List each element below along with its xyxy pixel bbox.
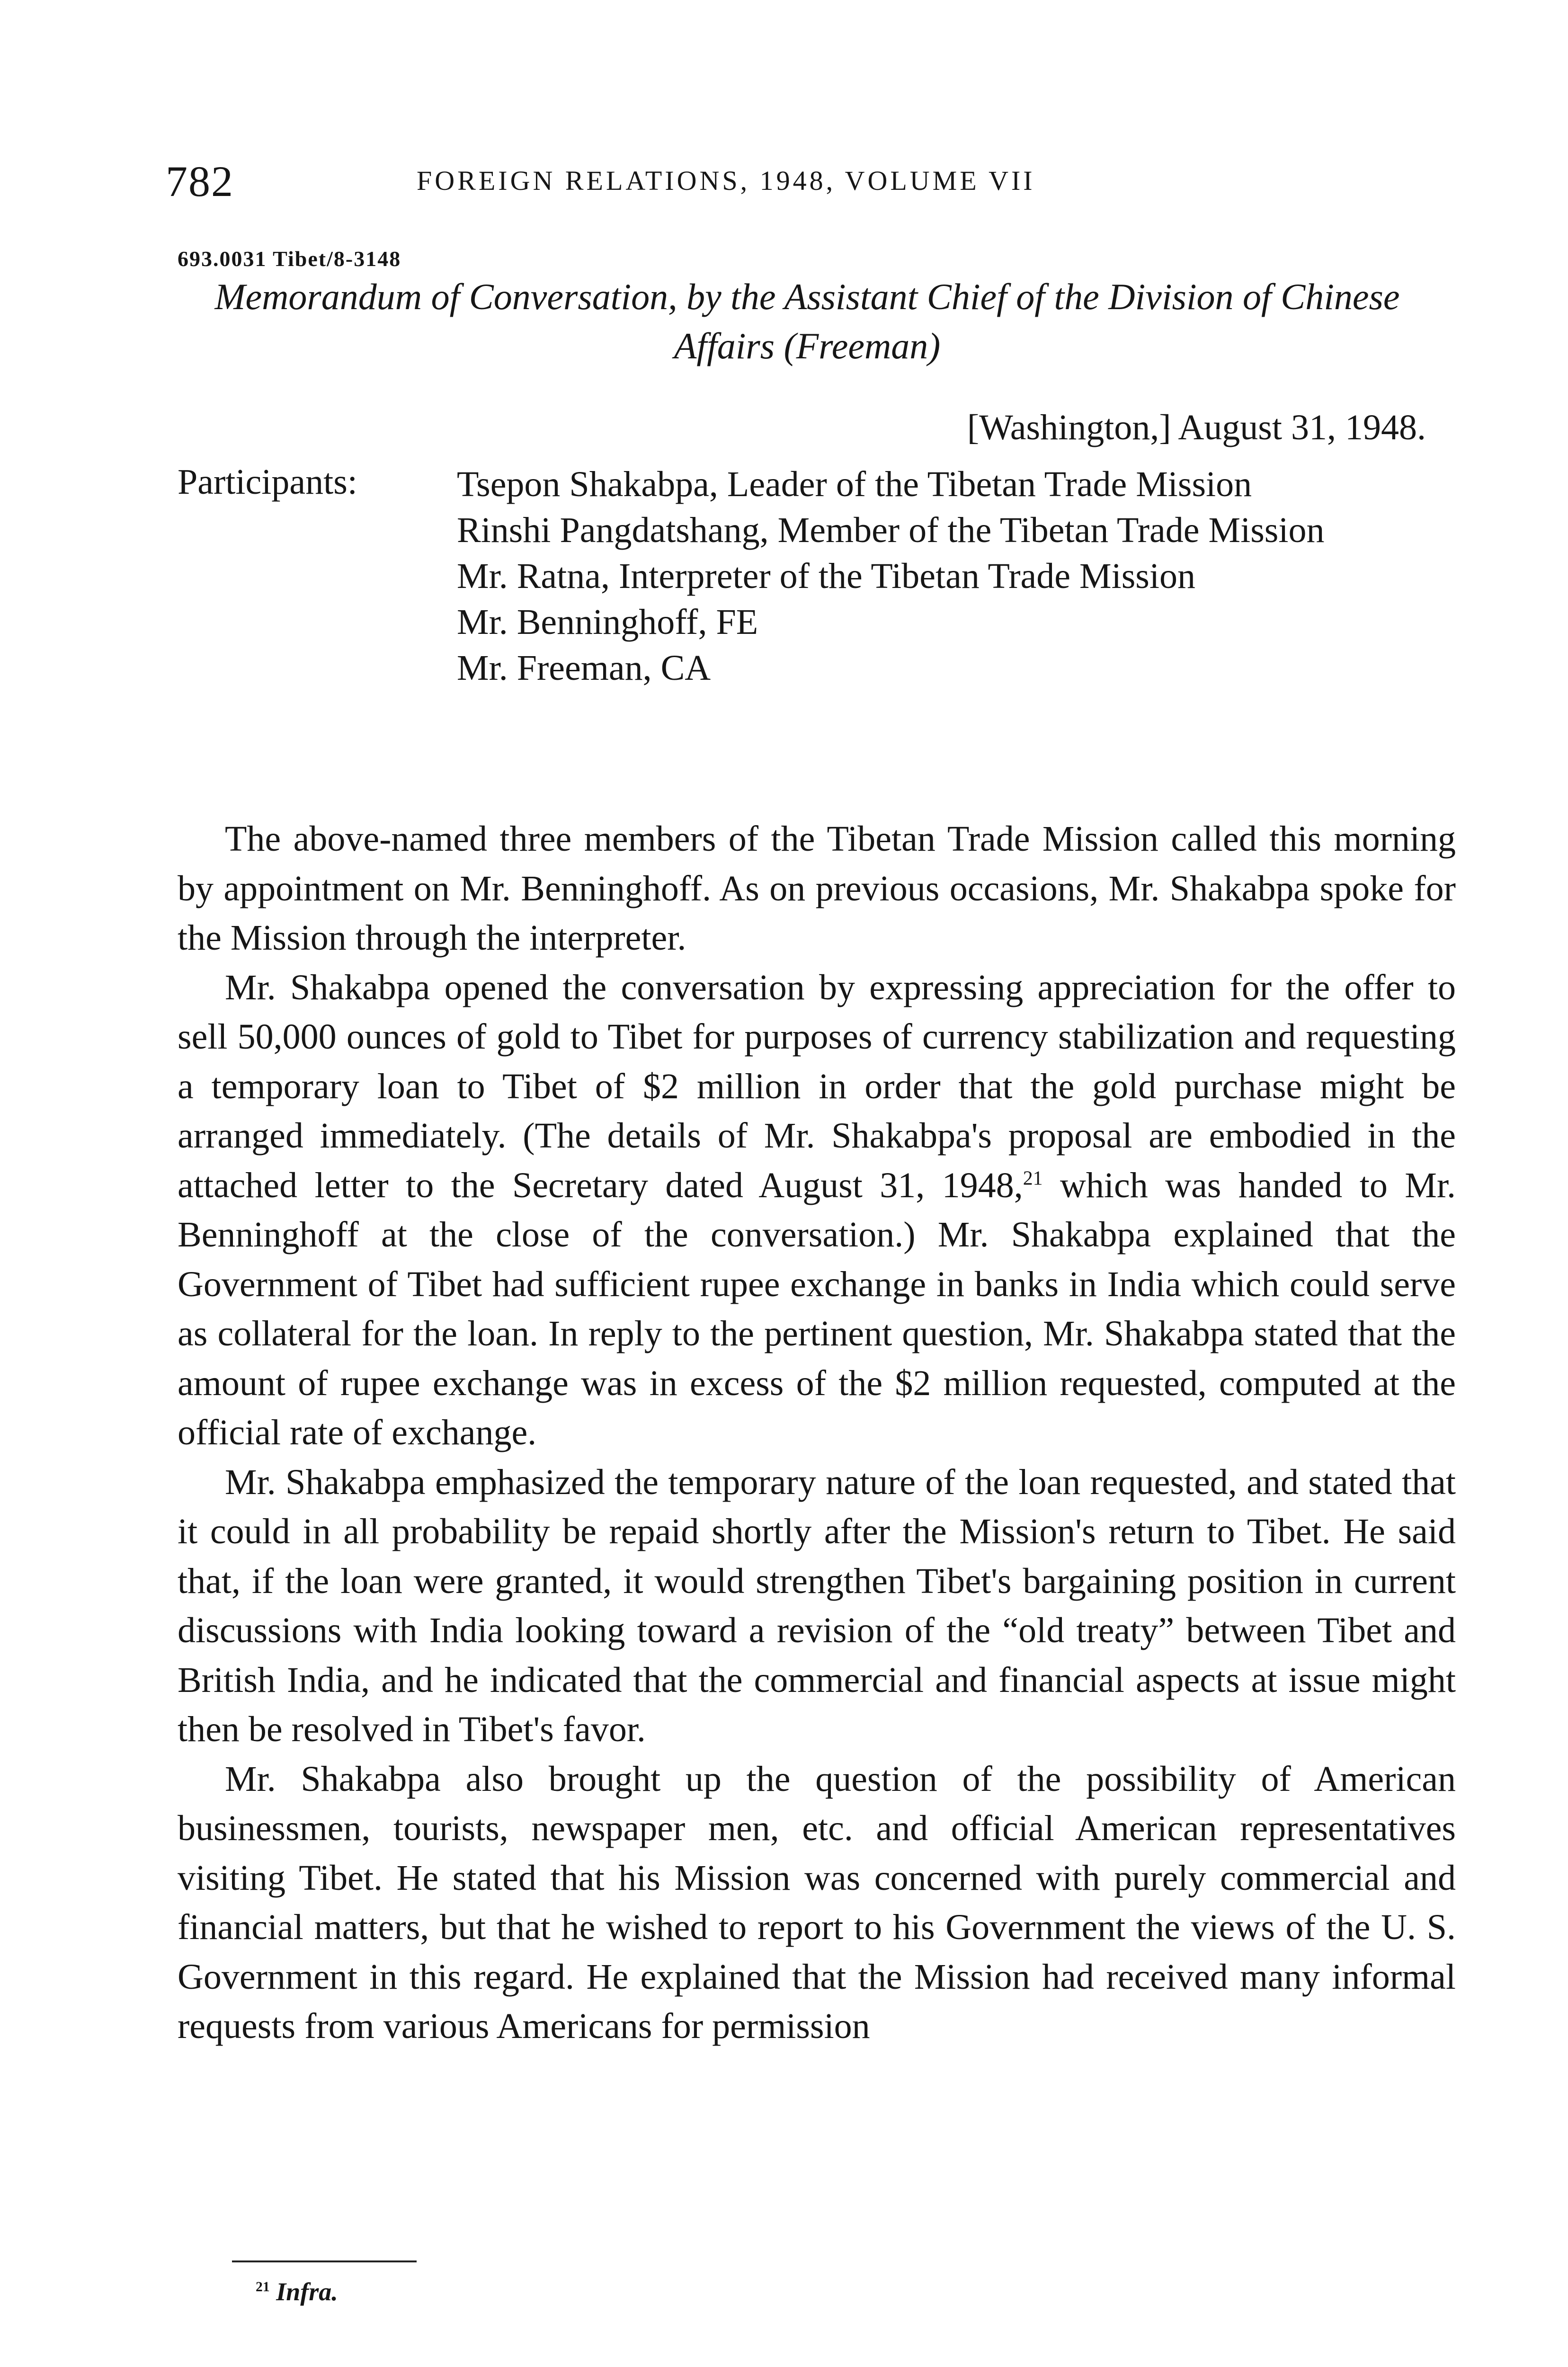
footnote (256, 2277, 338, 2306)
participant-item: Mr. Benninghoff, FE (457, 602, 758, 642)
participant-item: Mr. Ratna, Interpreter of the Tibetan Trade Mission (457, 556, 1195, 596)
document-heading: Memorandum of Conversation, by the Assistant Chief of the Division of Chinese Affairs (Freeman) (214, 276, 1400, 366)
body-paragraph (178, 963, 1456, 1458)
participant-item: Rinshi Pangdatshang, Member of the Tibetan Trade Mission (457, 510, 1325, 550)
body-paragraph: Mr. Shakabpa emphasized the temporary nature of the loan requested, and stated that it could in all probability be repaid shortly after the Mission's return to Tibet. He said that, if the loan were granted, it would strengthen Tibet's bargaining position in current discussions with India looking toward a revision of the “old treaty” between Tibet and British India, and he indicated that the commercial and financial aspects at issue might then be resolved in Tibet's favor. (178, 1462, 1456, 1749)
body-text (178, 814, 1456, 2051)
page-number: 782 (166, 157, 234, 205)
footnote-reference[interactable]: 21 (1023, 1167, 1043, 1190)
footnote-number: 21 (256, 2279, 270, 2295)
participants-label: Participants: (178, 462, 357, 502)
body-paragraph: Mr. Shakabpa also brought up the question of the possibility of American businessmen, tourists, newspaper men, etc. and official American representatives visiting Tibet. He stated that his Mission was concerned with purely commercial and financial matters, but that he wished to report to his Government the views of the U. S. Government in this regard. He explained that the Mission had received many informal requests from various Americans for permission (178, 1759, 1456, 2046)
body-paragraph: The above-named three members of the Tibetan Trade Mission called this morning by appointment on Mr. Benninghoff. As on previous occasions, Mr. Shakabpa spoke for the Mission through the interpreter. (178, 819, 1456, 958)
dateline: [Washington,] August 31, 1948. (967, 408, 1426, 447)
participant-item: Mr. Freeman, CA (457, 648, 711, 688)
participants-list (457, 462, 1446, 691)
participant-item: Tsepon Shakabpa, Leader of the Tibetan Trade Mission (457, 464, 1252, 504)
footnote-divider (232, 2260, 417, 2262)
body-paragraph-part: which was handed to Mr. Benninghoff at the close of the conversation.) Mr. Shakabpa explained that the Government of Tibet had sufficient rupee exchange in banks in India which could serve as collateral for the loan. In reply to the pertinent question, Mr. Shakabpa stated that the amount of rupee exchange was in excess of the $2 million requested, computed at the official rate of exchange. (178, 1165, 1456, 1452)
running-head (166, 156, 1449, 204)
file-number: 693.0031 Tibet/8-3148 (178, 247, 401, 271)
body-paragraph-part: Mr. Shakabpa opened the conversation by expressing appreciation for the offer to sell 50,000 ounces of gold to Tibet for purposes of currency stabilization and requesting a temporary loan to Tibet of $2 million in order that the gold purchase might be arranged immediately. (The details of Mr. Shakabpa's proposal are embodied in the attached letter to the Secretary dated August 31, 1948, (178, 967, 1456, 1205)
running-title: FOREIGN RELATIONS, 1948, VOLUME VII (417, 165, 1035, 196)
footnote-text: Infra. (276, 2278, 338, 2306)
